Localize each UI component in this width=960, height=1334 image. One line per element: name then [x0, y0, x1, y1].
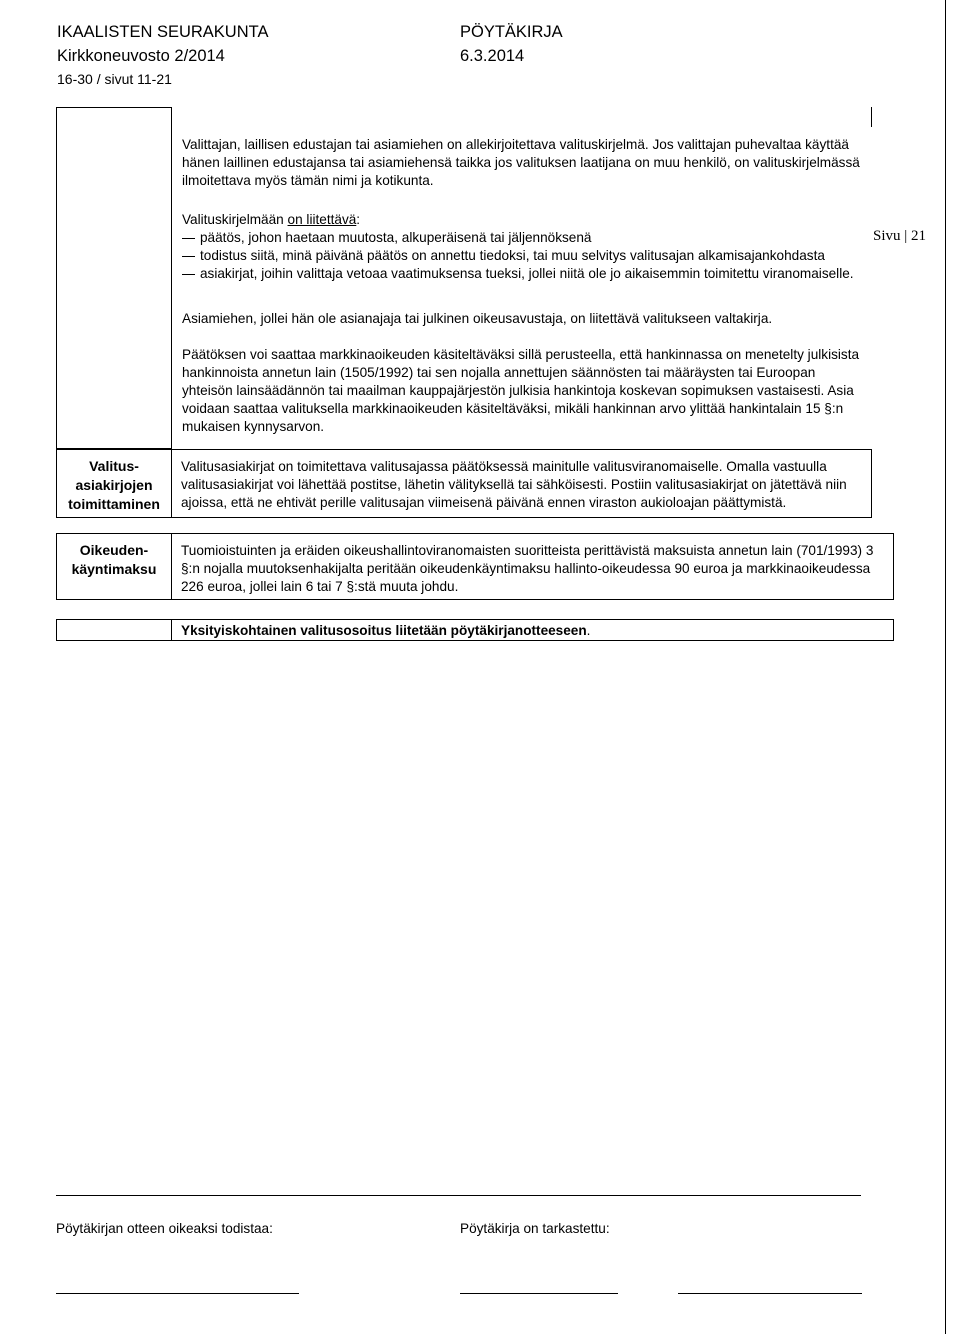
section-2-text-cell [172, 449, 872, 518]
signature-line [56, 1293, 299, 1294]
org-name: IKAALISTEN SEURAKUNTA [57, 23, 269, 41]
dash-bullet-icon [182, 274, 195, 275]
review-label: Pöytäkirja on tarkastettu: [460, 1221, 610, 1236]
meeting-date: 6.3.2014 [460, 47, 525, 65]
signature-requirement-text [182, 136, 870, 190]
market-court-paragraph: Päätöksen voi saattaa markkinaoikeuden käsiteltäväksi sillä perusteella, että hankinnassa on menetelty julkisista hankinnoista annetun lain (1505/1992) tai sen nojalla annettujen säännösten tai määräysten tai Euroopan yhteisön lainsäädännön tai maailman kauppajärjestön julkisia hankintoja koskevan sopimuksen vastaisesti. Asia voidaan saattaa valituksella markkinaoikeuden käsiteltäväksi, mikäli hankinnan arvo ylittää hankintalain 15 §:n mukaisen kynnysarvon. [182, 347, 860, 434]
attachments-intro: Valituskirjelmään on liitettävä: [182, 212, 361, 227]
submission-text: Valitusasiakirjat on toimitettava valitusajassa päätöksessä mainitulle valitusviranomaiselle. Omalla vastuulla valitusasiakirjat voi lähettää postitse, lähetin välityksellä tai sähköisesti. Postiin valitusasiakirjat on jätettävä niin ajoissa, että ne ehtivät perille valitusajan viimeisenä päivänä ennen viraston aukioloajan päättymistä. [181, 459, 847, 510]
page-margin-line [945, 0, 946, 1334]
meeting-body: Kirkkoneuvosto 2/2014 [57, 47, 225, 65]
attachments-intro-underlined: on liitettävä [287, 212, 357, 227]
proxy-requirement: Asiamiehen, jollei hän ole asianajaja tai julkinen oikeusavustaja, on liitettävä valitukseen valtakirja. [182, 311, 773, 326]
attachment-item: todistus siitä, minä päivänä päätös on annettu tiedoksi, tai muu selvitys valitusajan alkamisajankohdasta [182, 247, 872, 265]
signature-line [460, 1293, 618, 1294]
court-fee-text: Tuomioistuinten ja eräiden oikeushallintoviranomaisten suoritteista perittävistä maksuista annetun lain (701/1993) 3 §:n nojalla muutoksenhakijalta peritään oikeudenkäyntimaksu hallinto-oikeudessa 90 euroa ja markkinaoikeudessa 226 euroa, jollei lain 6 tai 7 §:stä muuta johdu. [181, 543, 874, 594]
section-1-label-cell [56, 107, 172, 449]
submission-label: Valitus- asiakirjojen toimittaminen [68, 458, 160, 512]
attachment-item: asiakirjat, joihin valittaja vetoaa vaatimuksensa tueksi, jollei niitä ole jo aikaisemmin toimitettu viranomaiselle. [182, 265, 872, 283]
section-3-label-cell [56, 533, 172, 600]
signature-requirement-paragraph: Valittajan, laillisen edustajan tai asiamiehen on allekirjoitettava valituskirjelmä. Jos valittajan puhevaltaa käyttää hänen laillinen edustajansa tai asiamiehensä taikka jos valituksen laatijana on muu henkilö, on valituskirjelmässä ilmoitettava myös tämän nimi ja kotikunta. [182, 137, 860, 188]
footer-divider [56, 1195, 861, 1196]
notice-text-cell [172, 619, 894, 641]
attachment-item: päätös, johon haetaan muutosta, alkuperäisenä tai jäljennöksenä [182, 229, 872, 247]
notice-label-cell [56, 619, 172, 641]
document-type: PÖYTÄKIRJA [460, 23, 563, 41]
court-fee-label: Oikeuden- käyntimaksu [71, 542, 157, 577]
dash-bullet-icon [182, 256, 195, 257]
attachments-block [182, 211, 872, 283]
notice-text: Yksityiskohtainen valitusosoitus liitetään pöytäkirjanotteeseen [181, 623, 587, 638]
signature-line [678, 1293, 862, 1294]
notice-line: Yksityiskohtainen valitusosoitus liitetään pöytäkirjanotteeseen. [181, 623, 591, 638]
page-number: Sivu | 21 [873, 228, 927, 244]
section-1-right-border [871, 107, 872, 127]
page-range: 16-30 / sivut 11-21 [57, 71, 172, 87]
section-2-label-cell [56, 449, 172, 518]
dash-bullet-icon [182, 238, 195, 239]
certification-label: Pöytäkirjan otteen oikeaksi todistaa: [56, 1221, 273, 1236]
section-3-text-cell [172, 533, 894, 600]
